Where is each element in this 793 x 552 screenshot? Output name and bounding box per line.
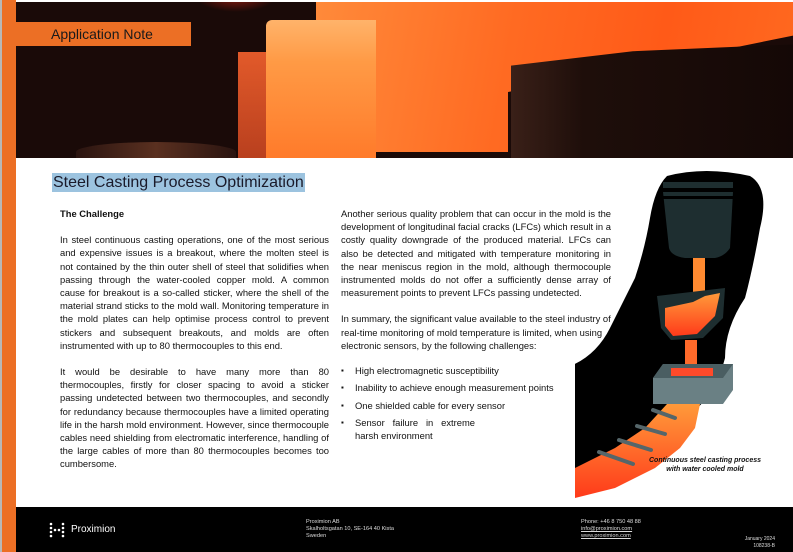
list-item: ▪ One shielded cable for every sensor xyxy=(341,400,611,412)
section-heading: The Challenge xyxy=(60,208,125,219)
website-link[interactable]: www.proximion.com xyxy=(581,533,631,539)
document-title: Steel Casting Process Optimization xyxy=(53,174,304,191)
contact-info xyxy=(581,519,641,540)
list-item: ▪ High electromagnetic susceptibility xyxy=(341,365,611,377)
document-number: 108238-B xyxy=(753,542,775,549)
dark-steel-slab xyxy=(511,44,793,158)
orange-side-bar xyxy=(2,0,16,552)
paragraph: In steel continuous casting operations, one of the most serious and expensive issues is a breakout, where the molten steel is not contained by the thin outer shell of steel that solidifies when passing through the water-cooled copper mold. A common cause for breakout is a so-called sticker, where the shell of the material strand sticks to the mold wall. Monitoring temperature in the mold plates can help optimise process control to prevent stickers and subsequent breakouts, and molds are often instrumented with up to 80 thermocouples to this end. xyxy=(60,234,329,351)
paragraph: It would be desirable to have many more than 80 thermocouples, firstly for closer spacing to avoid a sticker passing undetected between two thermocouples, and secondly for redundancy because thermocouples have a limited operating life in the harsh mold environment. However, since thermocouple cables need shielding from electromatic interference, handling of the large cables of more than 80 thermocouples becomes too cumbersome. xyxy=(60,366,329,470)
document-meta xyxy=(745,536,775,549)
figure-caption: Continuous steel casting process with water cooled mold xyxy=(648,457,762,473)
phone: Phone: +46 8 750 48 88 xyxy=(581,519,641,525)
proximion-logo-icon xyxy=(49,522,65,538)
email-link[interactable]: info@proximion.com xyxy=(581,526,633,532)
brand-name: Proximion xyxy=(71,524,116,535)
right-column xyxy=(341,207,611,447)
list-item: ▪ Inability to achieve enough measurement points xyxy=(341,382,611,394)
left-column xyxy=(60,207,329,484)
list-item: ▪ Sensor failure in extreme harsh environment xyxy=(341,417,475,442)
paragraph: Another serious quality problem that can occur in the mold is the development of longitudinal facial cracks (LFCs) which result in a costly quality downgrade of the produced material. LFCs can also be detected and mitigated with temperature monitoring in the near meniscus region in the mold, although thermocouple instrumented molds do not offer a sufficiently dense array of measurement points to prevent LFCs passing undetected. xyxy=(341,208,611,299)
company-address: Proximion AB Skalholtsgatan 10, SE-164 40 Kista Sweden xyxy=(306,519,395,539)
footer xyxy=(16,507,793,552)
publish-date: January 2024 xyxy=(744,536,775,542)
application-note-label: Application Note xyxy=(16,22,191,46)
challenges-list xyxy=(341,365,611,442)
summary-paragraph: In summary, the significant value available to the steel industry of real-time monitoring of mold temperature is limited, when using electronic sensors, by the following challenges: xyxy=(341,313,611,351)
